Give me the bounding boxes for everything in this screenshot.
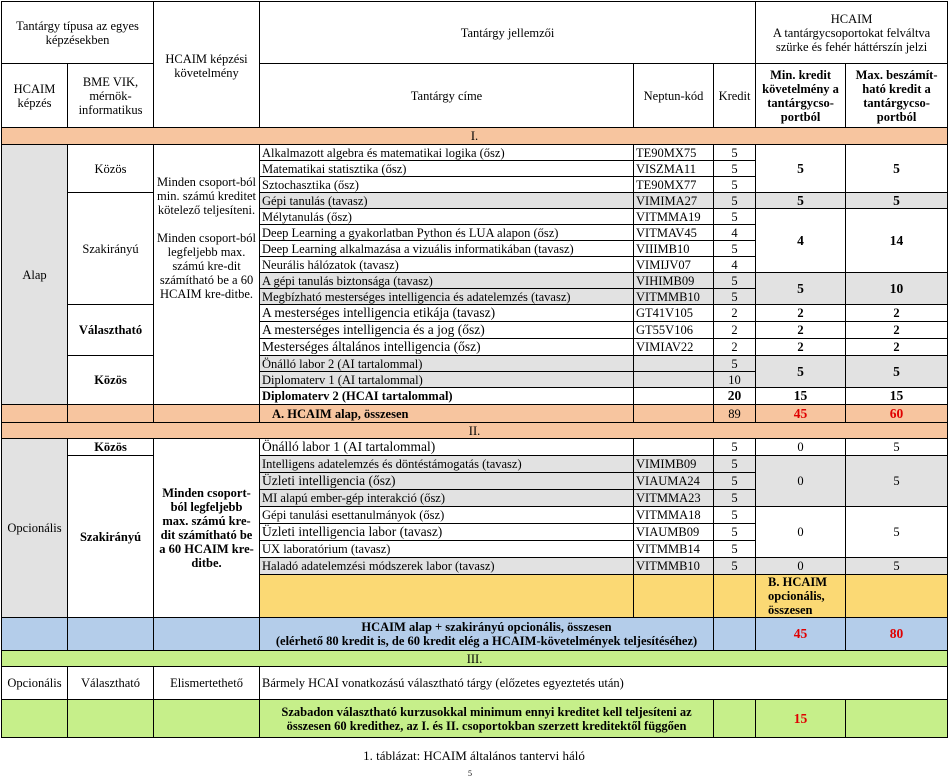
course-title: Neurális hálózatok (tavasz) [260, 257, 634, 273]
min-credit: 5 [756, 145, 846, 193]
section-3-requirement: Elismertethető [154, 667, 260, 700]
course-code: VIMIMB09 [634, 456, 714, 473]
course-credit: 2 [714, 339, 756, 356]
max-credit: 15 [846, 388, 948, 405]
min-credit: 4 [756, 209, 846, 273]
min-credit: 0 [756, 558, 846, 575]
combined-total-max: 80 [846, 618, 948, 651]
group-szakiranyu: Szakirányú [68, 193, 154, 305]
section-1-type: Alap [2, 145, 68, 405]
curriculum-table [1, 1, 948, 738]
course-credit: 5 [714, 161, 756, 177]
course-code [634, 439, 714, 456]
course-credit: 5 [714, 289, 756, 305]
min-credit: 5 [756, 193, 846, 209]
course-credit: 5 [714, 456, 756, 473]
course-code: TE90MX77 [634, 177, 714, 193]
course-credit: 5 [714, 473, 756, 490]
section-1-total-min: 45 [756, 405, 846, 423]
header-hcaim-group: HCAIM A tantárgycsoportokat felváltva szürke és fehér háttérszín jelzi [756, 2, 948, 64]
course-code: VITMMA23 [634, 490, 714, 507]
course-credit: 5 [714, 490, 756, 507]
course-credit: 5 [714, 439, 756, 456]
max-credit: 10 [846, 273, 948, 305]
course-title: Mélytanulás (ősz) [260, 209, 634, 225]
course-credit: 4 [714, 257, 756, 273]
section-2-type: Opcionális [2, 439, 68, 618]
course-code: VIMIMA27 [634, 193, 714, 209]
min-credit: 0 [756, 456, 846, 507]
max-credit: 5 [846, 439, 948, 456]
course-credit: 5 [714, 356, 756, 372]
course-title: A mesterséges intelligencia etikája (tavasz) [260, 305, 634, 322]
course-code: VIAUMA24 [634, 473, 714, 490]
course-code: VITMAV45 [634, 225, 714, 241]
max-credit: 5 [846, 145, 948, 193]
course-title: Önálló labor 1 (AI tartalommal) [260, 439, 634, 456]
section-1-total-label: A. HCAIM alap, összesen [260, 405, 634, 423]
header-hcaim-kepzes: HCAIM képzés [2, 64, 68, 128]
course-title: Üzleti intelligencia labor (tavasz) [260, 524, 634, 541]
section-3-heading: III. [2, 651, 948, 667]
section-1-requirement: Minden csoport-ból min. számú kreditet kötelező teljesíteni. Minden csoport-ból legfeljebb max. számú kre-dit számítható be a 60 HCAIM kre-ditbe. [154, 145, 260, 405]
section-2-heading: II. [2, 423, 948, 439]
course-title: Intelligens adatelemzés és döntéstámogatás (tavasz) [260, 456, 634, 473]
course-code: VIIIMB10 [634, 241, 714, 257]
header-max-credit: Max. beszámít-ható kredit a tantárgycso-portból [846, 64, 948, 128]
course-title: Megbízható mesterséges intelligencia és adatelemzés (tavasz) [260, 289, 634, 305]
group-kozos-2: Közös [68, 356, 154, 405]
min-credit: 2 [756, 322, 846, 339]
course-title: Deep Learning a gyakorlatban Python és LUA alapon (ősz) [260, 225, 634, 241]
combined-total-label: HCAIM alap + szakirányú opcionális, összesen (elérhető 80 kredit is, de 60 kredit elég a HCAIM-követelmények teljesítéséhez) [260, 618, 714, 651]
course-code [634, 388, 714, 405]
header-requirement: HCAIM képzési követelmény [154, 2, 260, 128]
course-credit: 5 [714, 209, 756, 225]
min-credit: 0 [756, 507, 846, 558]
course-code: VITMMA18 [634, 507, 714, 524]
section-1-heading: I. [2, 128, 948, 145]
max-credit: 5 [846, 356, 948, 388]
course-code: VITMMB10 [634, 289, 714, 305]
min-credit: 5 [756, 273, 846, 305]
header-characteristics: Tantárgy jellemzői [260, 2, 756, 64]
section-3-type: Opcionális [2, 667, 68, 700]
course-code: VISZMA11 [634, 161, 714, 177]
course-title: Gépi tanulás (tavasz) [260, 193, 634, 209]
combined-total-min: 45 [756, 618, 846, 651]
course-code [634, 356, 714, 372]
course-code: VIMIJV07 [634, 257, 714, 273]
header-credit: Kredit [714, 64, 756, 128]
max-credit: 5 [846, 558, 948, 575]
max-credit: 5 [846, 507, 948, 558]
course-credit: 5 [714, 558, 756, 575]
course-credit: 20 [714, 388, 756, 405]
group-szakiranyu: Szakirányú [68, 456, 154, 618]
course-credit: 10 [714, 372, 756, 388]
course-title: Matematikai statisztika (ősz) [260, 161, 634, 177]
group-valaszthato: Választható [68, 305, 154, 356]
course-title: A gépi tanulás biztonsága (tavasz) [260, 273, 634, 289]
course-title: Gépi tanulási esettanulmányok (ősz) [260, 507, 634, 524]
header-neptun-code: Neptun-kód [634, 64, 714, 128]
max-credit: 2 [846, 339, 948, 356]
course-credit: 5 [714, 193, 756, 209]
course-title: Üzleti intelligencia (ősz) [260, 473, 634, 490]
free-credit-label: Szabadon választható kurzusokkal minimum ennyi kreditet kell teljesíteni az összesen 60 kredithez, az I. és II. csoportokban szerzett kreditektől függően [260, 700, 714, 738]
section-1-total-credit: 89 [714, 405, 756, 423]
header-course-title: Tantárgy címe [260, 64, 634, 128]
course-credit: 5 [714, 177, 756, 193]
course-code: VITMMA19 [634, 209, 714, 225]
course-code: VIHIMB09 [634, 273, 714, 289]
course-credit: 5 [714, 524, 756, 541]
course-title: A mesterséges intelligencia és a jog (ősz) [260, 322, 634, 339]
course-credit: 2 [714, 305, 756, 322]
group-kozos-1: Közös [68, 145, 154, 193]
min-credit: 5 [756, 356, 846, 388]
course-title: UX laboratórium (tavasz) [260, 541, 634, 558]
min-credit: 15 [756, 388, 846, 405]
course-credit: 2 [714, 322, 756, 339]
course-credit: 5 [714, 507, 756, 524]
min-credit: 0 [756, 439, 846, 456]
max-credit: 5 [846, 193, 948, 209]
course-title: Alkalmazott algebra és matematikai logika (ősz) [260, 145, 634, 161]
course-code: VIAUMB09 [634, 524, 714, 541]
course-title: Diplomaterv 1 (AI tartalommal) [260, 372, 634, 388]
course-credit: 5 [714, 145, 756, 161]
section-2-total-label: B. HCAIM opcionális, összesen [756, 575, 846, 618]
course-title: Önálló labor 2 (AI tartalommal) [260, 356, 634, 372]
header-bme-vik: BME VIK, mérnök-informatikus [68, 64, 154, 128]
max-credit: 14 [846, 209, 948, 273]
course-title: MI alapú ember-gép interakció (ősz) [260, 490, 634, 507]
course-credit: 4 [714, 225, 756, 241]
header-min-credit: Min. kredit követelmény a tantárgycso-portból [756, 64, 846, 128]
page-number: 5 [468, 769, 472, 778]
section-1-total-max: 60 [846, 405, 948, 423]
course-title: Sztochasztika (ősz) [260, 177, 634, 193]
course-title: Diplomaterv 2 (HCAI tartalommal) [260, 388, 634, 405]
course-credit: 5 [714, 273, 756, 289]
min-credit: 2 [756, 339, 846, 356]
min-credit: 2 [756, 305, 846, 322]
section-2-requirement: Minden csoport-ból legfeljebb max. számú kre-dit számítható be a 60 HCAIM kre-ditbe. [154, 439, 260, 618]
course-code: VITMMB14 [634, 541, 714, 558]
max-credit: 2 [846, 305, 948, 322]
course-credit: 5 [714, 541, 756, 558]
free-credit-min: 15 [756, 700, 846, 738]
course-code: VIMIAV22 [634, 339, 714, 356]
header-course-type: Tantárgy típusa az egyes képzésekben [2, 2, 154, 64]
course-title: Haladó adatelemzési módszerek labor (tavasz) [260, 558, 634, 575]
section-3-course-title: Bármely HCAI vonatkozású választható tárgy (előzetes egyeztetés után) [260, 667, 948, 700]
max-credit: 5 [846, 456, 948, 507]
section-3-bme: Választható [68, 667, 154, 700]
course-code: TE90MX75 [634, 145, 714, 161]
course-code: GT55V106 [634, 322, 714, 339]
group-kozos: Közös [68, 439, 154, 456]
course-code: VITMMB10 [634, 558, 714, 575]
course-code: GT41V105 [634, 305, 714, 322]
table-caption: 1. táblázat: HCAIM általános tantervi háló [363, 748, 585, 763]
course-title: Deep Learning alkalmazása a vizuális informatikában (tavasz) [260, 241, 634, 257]
max-credit: 2 [846, 322, 948, 339]
course-title: Mesterséges általános intelligencia (ősz) [260, 339, 634, 356]
course-code [634, 372, 714, 388]
course-credit: 5 [714, 241, 756, 257]
